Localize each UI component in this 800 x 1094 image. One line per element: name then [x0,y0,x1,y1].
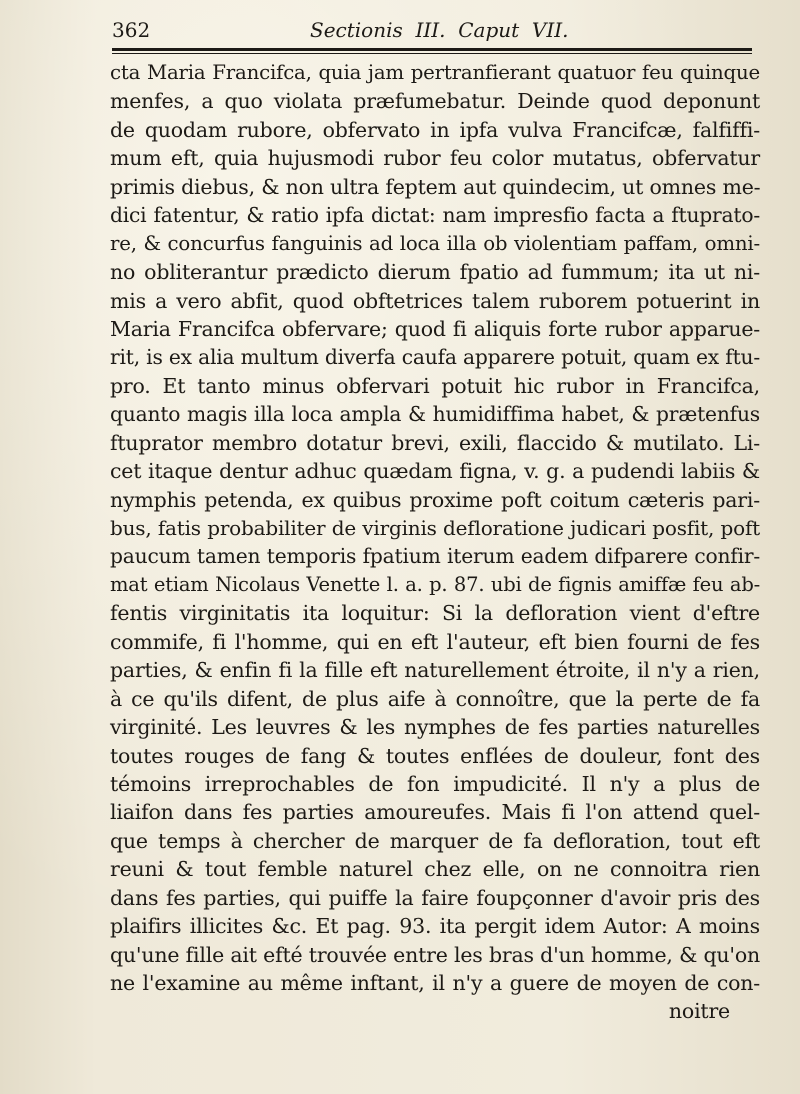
text-line: menfes, a quo violata præfumebatur. Deinde quod deponunt [110,89,760,114]
text-line: témoins irreprochables de fon impudicité. Il n'y a plus de [110,771,760,796]
text-line: paucum tamen temporis fpatium iterum eadem difparere confir- [110,544,760,569]
text-line: primis diebus, & non ultra feptem aut quindecim, ut omnes me- [110,174,761,199]
text-line: commife, fi l'homme, qui en eft l'auteur, eft bien fourni de fes [110,629,760,654]
text-line-catchword: noitre [668,999,730,1024]
text-line: pro. Et tanto minus obfervari potuit hic rubor in Francifca, [110,373,760,398]
text-line: qu'une fille ait efté trouvée entre les bras d'un homme, & qu'on [110,942,760,967]
text-line: mum eft, quia hujusmodi rubor feu color mutatus, obfervatur [110,146,760,171]
text-line: mis a vero abfit, quod obftetrices talem ruborem potuerint in [110,288,760,313]
text-line: re, & concurfus fanguinis ad loca illa ob violentiam paffam, omni- [110,231,760,255]
text-line: rit, is ex alia multum diverfa caufa apparere potuit, quam ex ftu- [110,345,760,370]
text-line: nymphis petenda, ex quibus proxime poft coitum cæteris pari- [110,487,760,512]
text-line: quanto magis illa loca ampla & humidiffima habet, & prætenfus [110,402,760,427]
text-line: dans fes parties, qui puiffe la faire foupçonner d'avoir pris des [110,885,760,910]
header-rule [112,48,752,51]
text-line: toutes rouges de fang & toutes enflées de douleur, font des [110,743,760,768]
running-title: Sectionis III. Caput VII. [310,18,569,42]
body-text [110,59,760,1026]
text-line: fentis virginitatis ita loquitur: Si la defloration vient d'eftre [110,601,760,626]
text-line: que temps à chercher de marquer de fa defloration, tout eft [110,828,760,853]
text-line: à ce qu'ils difent, de plus aife à connoître, que la perte de fa [110,686,760,711]
page-header [112,16,752,46]
text-line: dici fatentur, & ratio ipfa dictat: nam impresfio facta a ftuprato- [110,203,760,228]
text-line: ne l'examine au même inftant, il n'y a guere de moyen de con- [110,971,760,995]
header-rule-thin [112,53,752,54]
page-number: 362 [112,18,151,42]
text-line: de quodam rubore, obfervato in ipfa vulva Francifcæ, falfiffi- [110,117,760,142]
text-line: no obliterantur prædicto dierum fpatio ad fummum; ita ut ni- [110,260,760,285]
text-line: Maria Francifca obfervare; quod fi aliquis forte rubor apparue- [110,316,760,341]
text-line: cta Maria Francifca, quia jam pertranfierant quatuor feu quinque [110,61,760,84]
text-line: virginité. Les leuvres & les nymphes de fes parties naturelles [110,715,760,740]
text-line: ftuprator membro dotatur brevi, exili, flaccido & mutilato. Li- [110,430,760,455]
text-line: liaifon dans fes parties amoureufes. Mais fi l'on attend quel- [110,800,760,825]
text-line: parties, & enfin fi la fille eft naturellement étroite, il n'y a rien, [110,658,760,683]
text-line: plaifirs illicites &c. Et pag. 93. ita pergit idem Autor: A moins [110,914,760,939]
text-line: mat etiam Nicolaus Venette l. a. p. 87. ubi de fignis amiffæ feu ab- [110,572,760,596]
text-line: cet itaque dentur adhuc quædam figna, v. g. a pudendi labiis & [110,459,760,484]
text-line: bus, fatis probabiliter de virginis defloratione judicari posfit, poft [110,516,760,540]
text-line: reuni & tout femble naturel chez elle, on ne connoitra rien [110,857,760,882]
